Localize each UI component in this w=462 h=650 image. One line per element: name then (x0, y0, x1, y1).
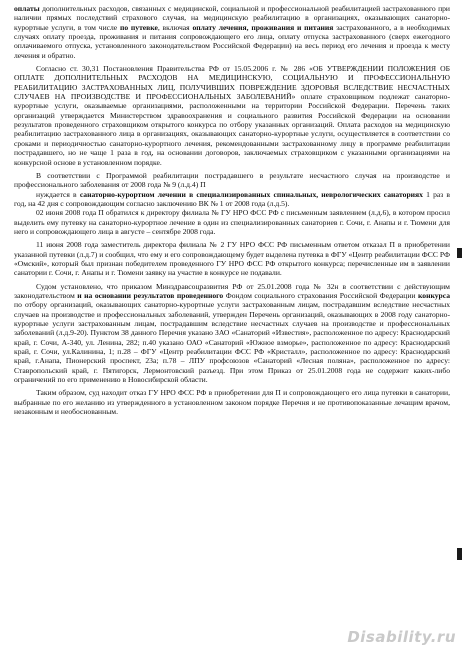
text-run: , включая (157, 22, 193, 32)
paragraph-7 (14, 282, 450, 385)
paragraph-4 (14, 190, 450, 209)
bold-phrase: и на основании результатов проведенного (77, 290, 224, 300)
text-run: В соответствии с Программой реабилитации пострадавшего в результате несчастного случая на производстве и профессионального заболевания от 2008 года № 9 (л.д.4) П (14, 170, 450, 190)
bold-phrase: санаторно-курортном лечении в специализированных спинальных, неврологических санаториях (79, 189, 423, 199)
scan-margin-mark (457, 548, 462, 560)
text-run: нуждается в (36, 189, 80, 199)
paragraph-8 (14, 388, 450, 416)
bold-phrase: оплату лечения, проживания и питания (192, 22, 334, 32)
bold-phrase: по путевке (119, 22, 158, 32)
text-run: по отбору организаций, оказывающих санаторно-курортные услуги застрахованным лицам, пострадавшим вследствие несчастных случаев на производстве и профессиональных заболеваний, утвержден Перечень организаций, оказывающих в 2008 году санаторно-курортные услуги застрахованным лицам, пострадавшим вследствие несчастных случаев на производстве и профессиональных заболеваний (л.д.9-20). Пунктом 38 данного Перечня указано ЗАО «Санаторий «Известия», расположенное по адресу: Краснодарский край, г. Сочи, А-340, ул. Ленина, 282; п.40 указано ОАО «Санаторий «Южное взморье», расположенное по адресу: Краснодарский край, г. Сочи, ул.Калинина, 1; п.28 – ФГУ «Центр реабилитации ФСС РФ «Кристалл», расположенное по адресу: Краснодарский край, г.Анапа, Пионерский проспект, 23а; п.78 – ЛПУ профсоюзов «Санаторий «Лесная поляна», расположенное по адресу: Ставропольский край, г. Пятигорск, Лермонтовский разъезд. При этом Приказ от 25.01.2008 года не содержит каких-либо ограничений по его применению в Новосибирской области. (14, 300, 450, 385)
text-run: Согласно ст. 30,31 Постановления Правительства РФ от 15.05.2006 г. № 286 «ОБ УТВЕРЖДЕНИИ ПОЛОЖЕНИЯ ОБ ОПЛАТЕ ДОПОЛНИТЕЛЬНЫХ РАСХОДОВ НА МЕДИЦИНСКУЮ, СОЦИАЛЬНУЮ И ПРОФЕССИОНАЛЬНУЮ РЕАБИЛИТАЦИЮ ЗАСТРАХОВАННЫХ ЛИЦ, ПОЛУЧИВШИХ ПОВРЕЖДЕНИЕ ЗДОРОВЬЯ ВСЛЕДСТВИЕ НЕСЧАСТНЫХ СЛУЧАЕВ НА ПРОИЗВОДСТВЕ И ПРОФЕССИОНАЛЬНЫХ ЗАБОЛЕВАНИЙ» оплате страховщиком подлежат санаторно-курортные услуги, оказываемые организациями, расположенными на территории Российской Федерации. Перечень таких организаций утверждается Министерством здравоохранения и социального развития Российской Федерации на основании результатов проведенного страховщиком открытого конкурса по отбору указанных организаций. Оплата расходов на медицинскую реабилитацию застрахованного лица в организациях, оказывающих санаторно-курортные услуги, осуществляется в соответствии со сроками и периодичностью санаторно-курортного лечения, рекомендованными застрахованному лицу в программе реабилитации пострадавшего, но не чаще 1 раза в год, на основании договоров, заключаемых страховщиком с указанными организациями на конкурсной основе в установленном порядке. (14, 64, 450, 167)
scan-margin-mark (457, 248, 462, 258)
paragraph-3 (14, 171, 450, 190)
text-run: 02 июня 2008 года П обратился к директору филиала № ГУ НРО ФСС РФ с письменным заявлением (л.д.6), в котором просил выделить ему путевку на санаторно-курортное лечение в один из специализированных санаториев г. Сочи, г. Анапы и г. Тюмени для него и сопровождающего лица в августе – сентябре 2008 года. (14, 208, 450, 236)
document-page (14, 4, 450, 416)
paragraph-1 (14, 4, 450, 60)
paragraph-2 (14, 64, 450, 167)
paragraph-5 (14, 208, 450, 236)
text-run: 11 июня 2008 года заместитель директора филиала № 2 ГУ НРО ФСС РФ письменным ответом отказал П в приобретении указанной путевки (л.д.7) и сообщил, что ему и его сопровождающему будет выделена путевка в ФГУ «Центр реабилитации ФСС РФ «Омский», который был признан победителем проведенного ГУ НРО ФСС РФ открытого конкурса; перечисленные им в заявлении санатории г. Сочи, г. Анапы и г. Тюмени заявку на участие в конкурсе не подавали. (14, 240, 450, 278)
text-run: 1 раз в год, на 42 дня с сопровождающим согласно заключению ВК № 1 от 2008 года (л.д.5). (14, 189, 450, 208)
paragraph-6 (14, 240, 450, 277)
text-run: Таким образом, суд находит отказ ГУ НРО ФСС РФ в приобретении для П и сопровождающего его лица путевки в санатории, выбранные по его желанию из утвержденного в установленном законом порядке Перечня и не противопоказанные лечащим врачом, незаконным и необоснованным. (14, 388, 450, 417)
bold-phrase: конкурса (418, 290, 450, 300)
text-run: дополнительных расходов, связанных с медицинской, социальной и профессиональной реабилитацией застрахованного при наличии прямых последствий страхового случая, на медицинскую реабилитацию в организациях, оказывающих санаторно-курортные услуги, в том числе (14, 4, 450, 32)
text-run: застрахованного, а в необходимых случаях оплату проезда, проживания и питания сопровождающего его лица, оплату отпуска застрахованного (сверх ежегодного оплачиваемого отпуска, установленного законодательством Российской Федерации) на весь период его лечения и проезда к месту лечения и обратно. (14, 22, 450, 60)
text-run: Судом установлено, что приказом Минздравсоцразвития РФ от 25.01.2008 года № 32н в соответствии с действующим законодательством (14, 281, 450, 300)
text-run: Фондом социального страхования Российской Федерации (223, 290, 418, 300)
bold-phrase: оплаты (14, 4, 40, 13)
watermark: Disability.ru (347, 628, 456, 646)
